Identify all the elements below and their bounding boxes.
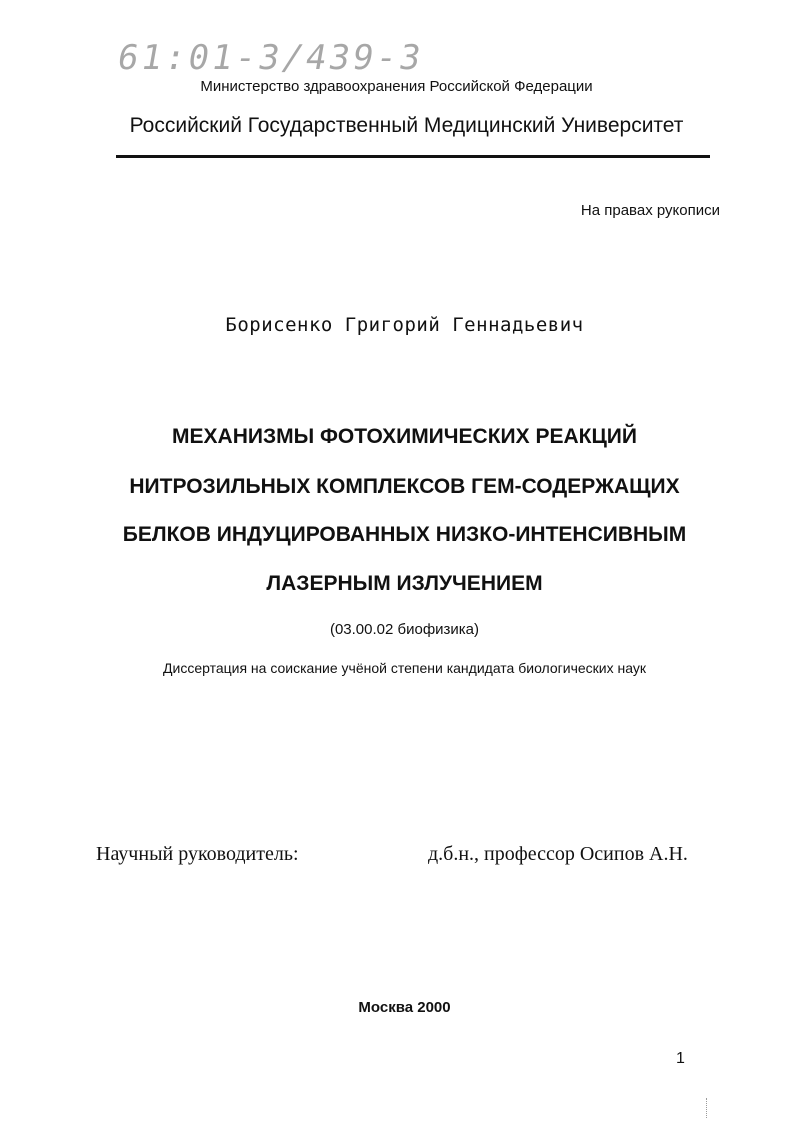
author-name: Борисенко Григорий Геннадьевич <box>225 314 584 336</box>
specialty-code: (03.00.02 биофизика) <box>329 621 480 638</box>
title-line-4: ЛАЗЕРНЫМ ИЗЛУЧЕНИЕМ <box>266 572 543 595</box>
header-divider <box>116 155 710 158</box>
scan-artifact <box>706 1098 708 1118</box>
title-line-1: МЕХАНИЗМЫ ФОТОХИМИЧЕСКИХ РЕАКЦИЙ <box>172 425 637 448</box>
supervisor-label: Научный руководитель: <box>96 843 299 865</box>
university-name: Российский Государственный Медицинский Университет <box>129 114 684 137</box>
degree-statement: Диссертация на соискание учёной степени кандидата биологических наук <box>163 660 646 676</box>
city-year: Москва 2000 <box>358 999 451 1016</box>
handwritten-archive-number: 61:01-3/439-3 <box>114 38 427 78</box>
ministry-name: Министерство здравоохранения Российской Федерации <box>200 78 593 95</box>
manuscript-note: На правах рукописи <box>580 202 720 219</box>
title-line-3: БЕЛКОВ ИНДУЦИРОВАННЫХ НИЗКО-ИНТЕНСИВНЫМ <box>122 523 687 546</box>
page-number: 1 <box>676 1050 685 1067</box>
supervisor-name: д.б.н., профессор Осипов А.Н. <box>428 843 688 865</box>
title-line-2: НИТРОЗИЛЬНЫХ КОМПЛЕКСОВ ГЕМ-СОДЕРЖАЩИХ <box>129 475 680 498</box>
